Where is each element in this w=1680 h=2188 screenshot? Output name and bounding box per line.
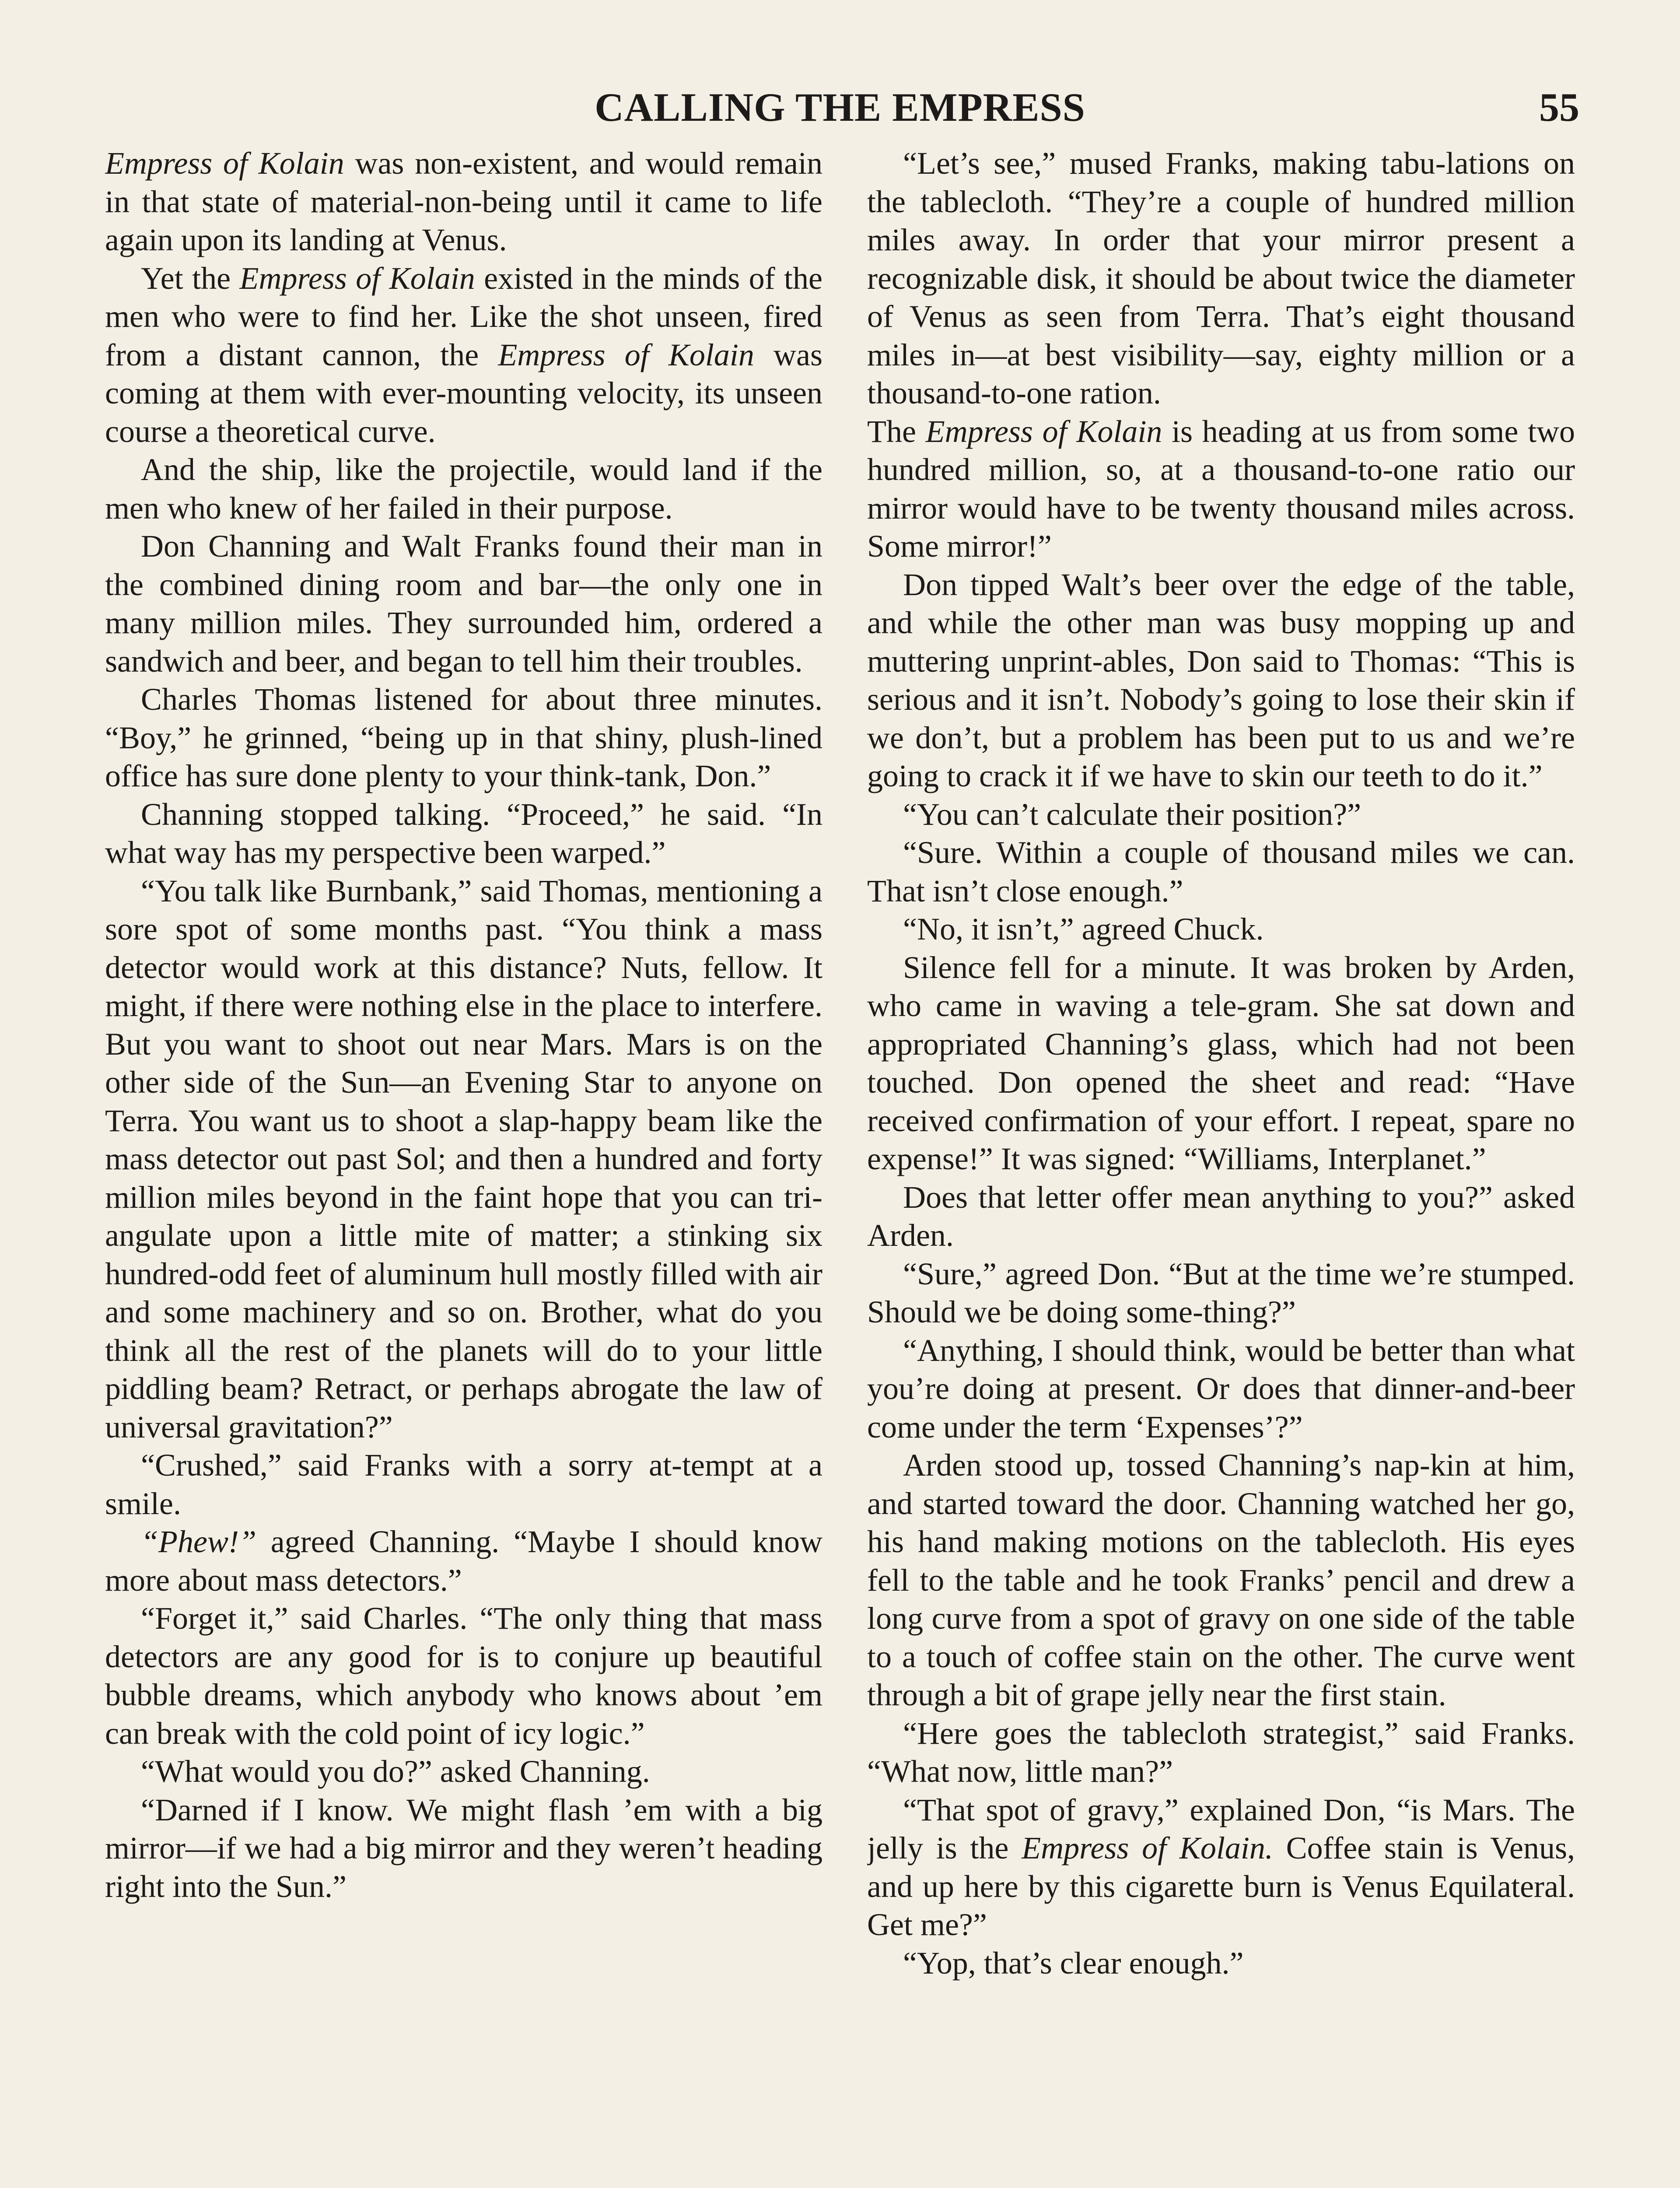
- running-title: CALLING THE EMPRESS: [595, 85, 1085, 130]
- paragraph: “What would you do?” asked Channing.: [141, 1754, 650, 1789]
- italic-phrase: Empress of Kolain.: [1022, 1830, 1273, 1865]
- paragraph: [105, 259, 822, 451]
- italic-phrase: “Phew!”: [141, 1524, 257, 1559]
- paragraph-text: agreed Channing. “Maybe I should know more about mass detectors.”: [105, 1524, 822, 1598]
- paragraph: “Anything, I should think, would be better than what you’re doing at present. Or does that dinner-and-beer come under the term ‘Expenses’?”: [867, 1332, 1575, 1445]
- paragraph-text: was coming at them with ever-mounting velocity, its unseen course a theoretical curve.: [105, 337, 822, 449]
- right-text-column: [867, 144, 1575, 2188]
- left-text-column: [105, 144, 822, 2188]
- paragraph: “Yop, that’s clear enough.”: [903, 1945, 1244, 1981]
- paragraph-text: is heading at us from some two hundred million, so, at a thousand-to-one ratio our mirror would have to be twenty thousand miles across. Some mirror!”: [867, 414, 1575, 564]
- paragraph: “Here goes the tablecloth strategist,” said Franks. “What now, little man?”: [867, 1715, 1575, 1789]
- italic-phrase: Empress of Kolain: [925, 414, 1162, 449]
- paragraph: [105, 1523, 822, 1599]
- paragraph: “You talk like Burnbank,” said Thomas, mentioning a sore spot of some months past. “You think a mass detector would work at this distance? Nuts, fellow. It might, if there were nothing else in the place to interfere. But you want to shoot out near Mars. Mars is on the other side of the Sun—an Evening Star to anyone on Terra. You want us to shoot a slap-happy beam like the mass detector out past Sol; and then a hundred and forty million miles beyond in the faint hope that you can tri-angulate upon a little mite of matter; a stinking six hundred-odd feet of aluminum hull mostly filled with air and some machinery and so on. Brother, what do you think all the rest of the planets will do to your little piddling beam? Retract, or perhaps abrogate the law of universal gravitation?”: [105, 873, 822, 1445]
- paragraph-text: Yet the: [141, 260, 240, 296]
- paragraph-text: “That spot of gravy,” explained Don, “is Mars. The jelly is the: [867, 1792, 1575, 1865]
- paragraph-text: The: [867, 414, 926, 449]
- paragraph-text: Coffee stain is Venus, and up here by this cigarette burn is Venus Equilateral. Get me?”: [867, 1830, 1575, 1942]
- paragraph: Charles Thomas listened for about three minutes. “Boy,” he grinned, “being up in that shiny, plush-lined office has sure done plenty to your think-tank, Don.”: [105, 682, 822, 793]
- paragraph: “You can’t calculate their position?”: [903, 796, 1362, 832]
- paragraph: Arden stood up, tossed Channing’s nap-kin at him, and started toward the door. Channing watched her go, his hand making motions on the tablecloth. His eyes fell to the table and he took Franks’ pencil and drew a long curve from a spot of gravy on one side of the table to a touch of coffee stain on the other. The curve went through a bit of grape jelly near the first stain.: [867, 1448, 1575, 1712]
- paragraph: Channing stopped talking. “Proceed,” he said. “In what way has my perspective been warped.”: [105, 796, 822, 870]
- paragraph: “Forget it,” said Charles. “The only thing that mass detectors are any good for is to conjure up beautiful bubble dreams, which anybody who knows about ’em can break with the cold point of icy logic.”: [105, 1601, 822, 1751]
- paragraph: “Let’s see,” mused Franks, making tabu-lations on the tablecloth. “They’re a couple of hundred million miles away. In order that your mirror present a recognizable disk, it should be about twice the diameter of Venus as seen from Terra. That’s eight thousand miles in—at best visibility—say, eighty million or a thousand-to-one ration.: [867, 146, 1575, 410]
- paragraph: “No, it isn’t,” agreed Chuck.: [903, 912, 1264, 947]
- paragraph-text: existed in the minds of the men who were to find her. Like the shot unseen, fired from a distant cannon, the: [105, 260, 822, 372]
- paragraph: Silence fell for a minute. It was broken by Arden, who came in waving a tele-gram. She sat down and appropriated Channing’s glass, which had not been touched. Don opened the sheet and read: “Have received confirmation of your effort. I repeat, spare no expense!” It was signed: “Williams, Interplanet.”: [867, 950, 1575, 1176]
- italic-phrase: Empress of Kolain: [498, 337, 754, 372]
- paragraph: “Sure,” agreed Don. “But at the time we’re stumped. Should we be doing some-thing?”: [867, 1256, 1575, 1329]
- page-number: 55: [1539, 85, 1579, 130]
- paragraph: Don tipped Walt’s beer over the edge of the table, and while the other man was busy mopping up and muttering unprint-ables, Don said to Thomas: “This is serious and it isn’t. Nobody’s going to lose their skin if we don’t, but a problem has been put to us and we’re going to crack it if we have to skin our teeth to do it.”: [867, 567, 1575, 793]
- paragraph: [105, 144, 822, 259]
- paragraph: [867, 413, 1575, 566]
- paragraph: “Crushed,” said Franks with a sorry at-tempt at a smile.: [105, 1448, 822, 1521]
- page-header: [0, 79, 1680, 144]
- paragraph: “Darned if I know. We might flash ’em with a big mirror—if we had a big mirror and they weren’t heading right into the Sun.”: [105, 1792, 822, 1904]
- paragraph: And the ship, like the projectile, would land if the men who knew of her failed in their purpose.: [105, 452, 822, 526]
- paragraph: “Sure. Within a couple of thousand miles we can. That isn’t close enough.”: [867, 835, 1575, 908]
- paragraph: Does that letter offer mean anything to you?” asked Arden.: [867, 1179, 1575, 1253]
- italic-phrase: Empress of Kolain: [105, 146, 344, 181]
- italic-phrase: Empress of Kolain: [239, 260, 475, 296]
- paragraph: Don Channing and Walt Franks found their man in the combined dining room and bar—the only one in many million miles. They surrounded him, ordered a sandwich and beer, and began to tell him their troubles.: [105, 529, 822, 679]
- paragraph-text: was non-existent, and would remain in that state of material-non-being until it came to life again upon its landing at Venus.: [105, 146, 822, 257]
- paragraph: [867, 1791, 1575, 1944]
